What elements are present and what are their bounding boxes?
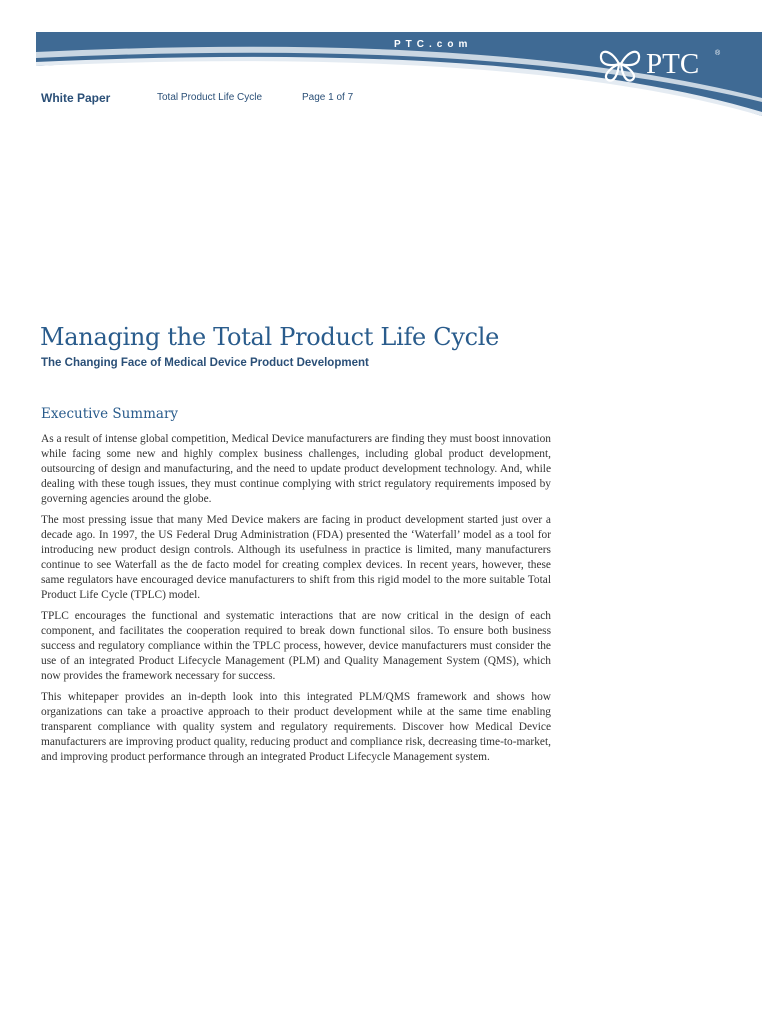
page-number: Page 1 of 7 [302,92,354,103]
section-heading: Executive Summary [41,406,179,422]
paragraph: The most pressing issue that many Med Device makers are facing in product development started just over a decade ago. In 1997, the US Federal Drug Administration (FDA) presented the ‘Waterfall’ model as a tool for introducing new product design controls. Although its usefulness in practice is limited, many manufacturers continue to see Waterfall as the de facto model for creating complex devices. In recent years, however, these same regulators have encouraged device manufacturers to shift from this rigid model to the more suitable Total Product Life Cycle (TPLC) model. [41,514,551,601]
paragraph: TPLC encourages the functional and systematic interactions that are now critical in the design of each component, and facilitates the cooperation required to break down functional silos. To ensure both business success and regulatory compliance within the TPLC process, however, device manufacturers must consider the use of an integrated Product Lifecycle Management (PLM) and Quality Management System (QMS), which now provides the framework necessary for success. [41,610,551,682]
document-subject: Total Product Life Cycle [157,92,263,103]
brand-logo [598,42,738,86]
registered-mark: ® [715,50,721,57]
document-subtitle: The Changing Face of Medical Device Product Development [41,357,369,369]
paragraph: As a result of intense global competition, Medical Device manufacturers are finding they must boost innovation while facing some new and highly complex business challenges, including global product development, outsourcing of design and manufacturing, and the need to update product development technology. And, while dealing with these tough issues, they must continue complying with strict regulatory requirements imposed by governing agencies around the globe. [41,433,551,505]
site-url[interactable]: PTC.com [394,39,473,50]
ptc-butterfly-logo-icon [598,44,642,84]
document-title: Managing the Total Product Life Cycle [40,323,499,351]
executive-summary-body [41,432,551,771]
brand-name: PTC [646,48,700,80]
document-type-label: White Paper [41,91,111,105]
paragraph: This whitepaper provides an in-depth look into this integrated PLM/QMS framework and shows how organizations can take a proactive approach to their product development while at the same time enabling transparent compliance with quality system and regulatory requirements. Discover how Medical Device manufacturers are improving product quality, reducing product and compliance risk, decreasing time-to-market, and improving product performance through an integrated Product Lifecycle Management system. [41,691,551,763]
